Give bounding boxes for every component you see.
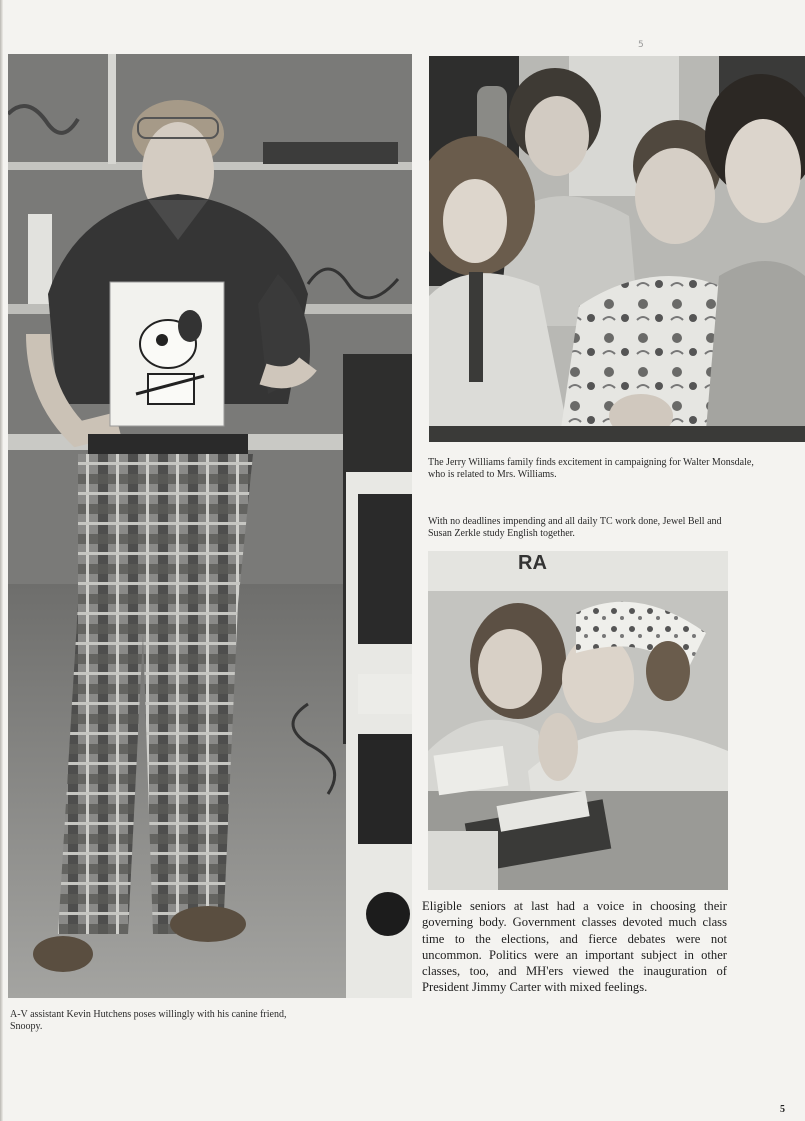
photo-family <box>429 56 805 442</box>
photo-students-studying-image <box>428 551 728 890</box>
pencil-mark: 5 <box>638 40 644 50</box>
photo-av-assistant-image <box>8 54 412 998</box>
page-number: 5 <box>780 1104 785 1115</box>
caption-students: With no deadlines impending and all daily TC work done, Jewel Bell and Susan Zerkle study English together. <box>428 516 722 539</box>
scan-edge <box>0 0 3 1121</box>
caption-av-assistant: A-V assistant Kevin Hutchens poses willingly with his canine friend, Snoopy. <box>10 1009 287 1032</box>
body-text: Eligible seniors at last had a voice in choosing their governing body. Government classes devoted much class time to the elections, and fierce debates were not uncommon. Politics were an important subject in other classes, too, and MH'ers viewed the inauguration of President Jimmy Carter with mixed feelings. <box>422 899 727 995</box>
caption-family: The Jerry Williams family finds excitement in campaigning for Walter Monsdale, who is related to Mrs. Williams. <box>428 457 754 480</box>
svg-text:RA: RA <box>518 552 547 574</box>
photo-av-assistant <box>8 54 412 998</box>
photo-students-studying <box>428 551 728 890</box>
photo-family-image <box>429 56 805 442</box>
